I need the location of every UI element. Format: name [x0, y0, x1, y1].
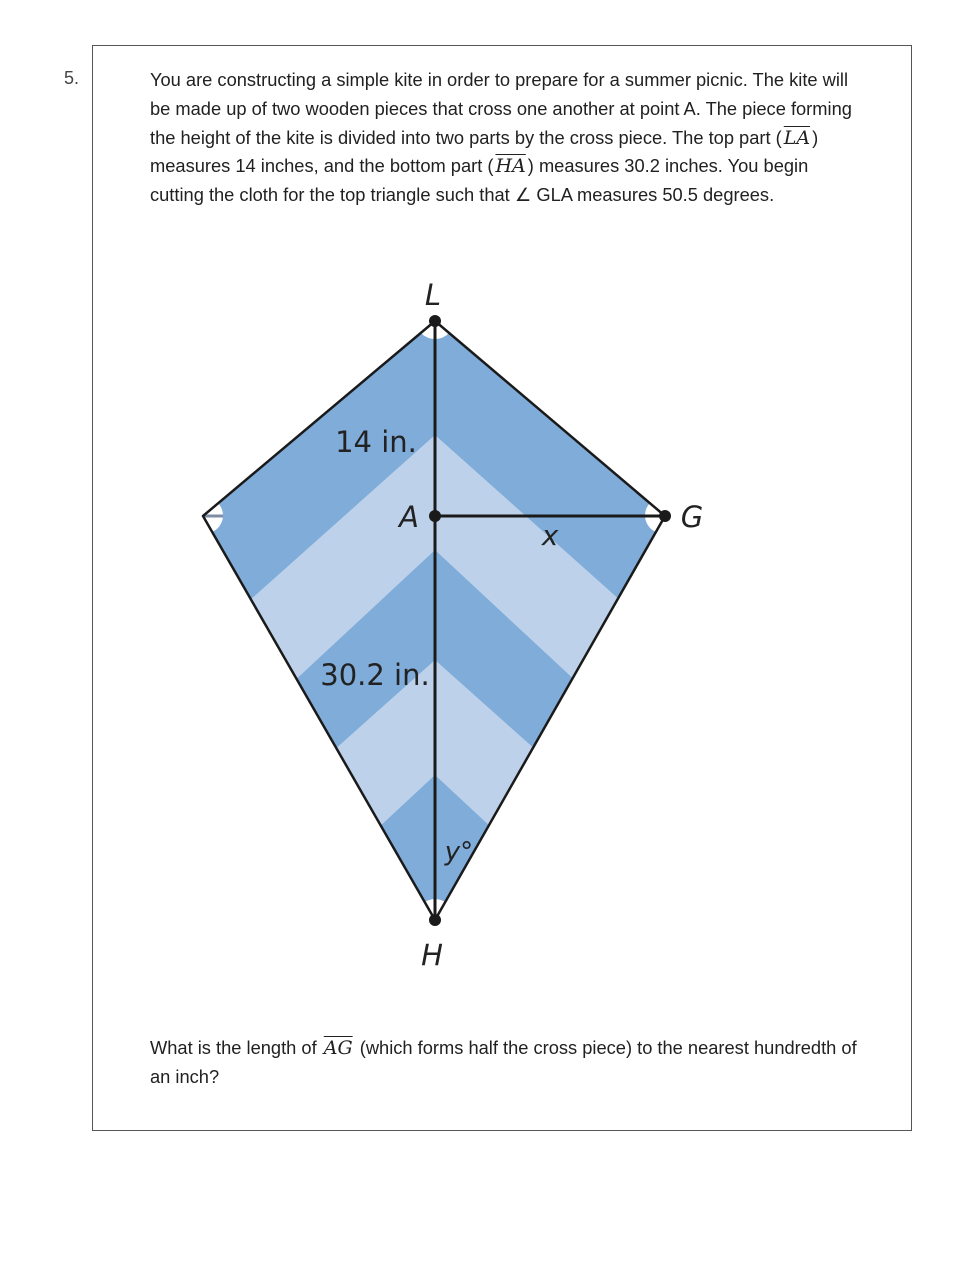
point-h — [429, 914, 441, 926]
label-x: x — [541, 519, 559, 552]
prompt-text-2: ) measures 14 inches, and the bottom part ( — [150, 126, 819, 177]
label-bottom-length: 30.2 in. — [320, 658, 430, 692]
prompt-text-3: ) measures 30.2 inches. You begin cutting the cloth for the top triangle such that — [150, 155, 809, 206]
problem-statement — [150, 66, 862, 210]
question-number: 5. — [64, 68, 80, 88]
label-g: G — [680, 500, 704, 534]
point-g — [659, 510, 671, 522]
prompt-text-4: GLA measures 50.5 degrees. — [536, 184, 775, 206]
segment-la: $\overline{LA}$ — [783, 126, 811, 149]
label-y-angle: y° — [444, 837, 474, 867]
question-statement — [150, 1034, 862, 1092]
label-top-length: 14 in. — [335, 425, 417, 459]
label-h: H — [421, 938, 443, 972]
label-a: A — [399, 500, 419, 534]
point-a — [429, 510, 441, 522]
segment-ha: $\overline{HA}$ — [495, 155, 526, 178]
prompt-text-1: You are constructing a simple kite in order to prepare for a summer picnic. The kite will be made up of two wooden pieces that cross one another at point A. The piece forming the height of the kite is divided into two parts by the cross piece. The top part ( — [150, 69, 852, 148]
kite-diagram — [195, 275, 715, 975]
question-text-2: (which forms half the cross piece) to the nearest hundredth of an inch? — [150, 1037, 857, 1087]
question-text-1: What is the length of — [150, 1037, 317, 1058]
label-l: L — [424, 278, 442, 312]
segment-ag: $\overline{AG}$ — [323, 1037, 353, 1059]
point-l — [429, 315, 441, 327]
angle-icon: ∠ — [514, 184, 532, 206]
